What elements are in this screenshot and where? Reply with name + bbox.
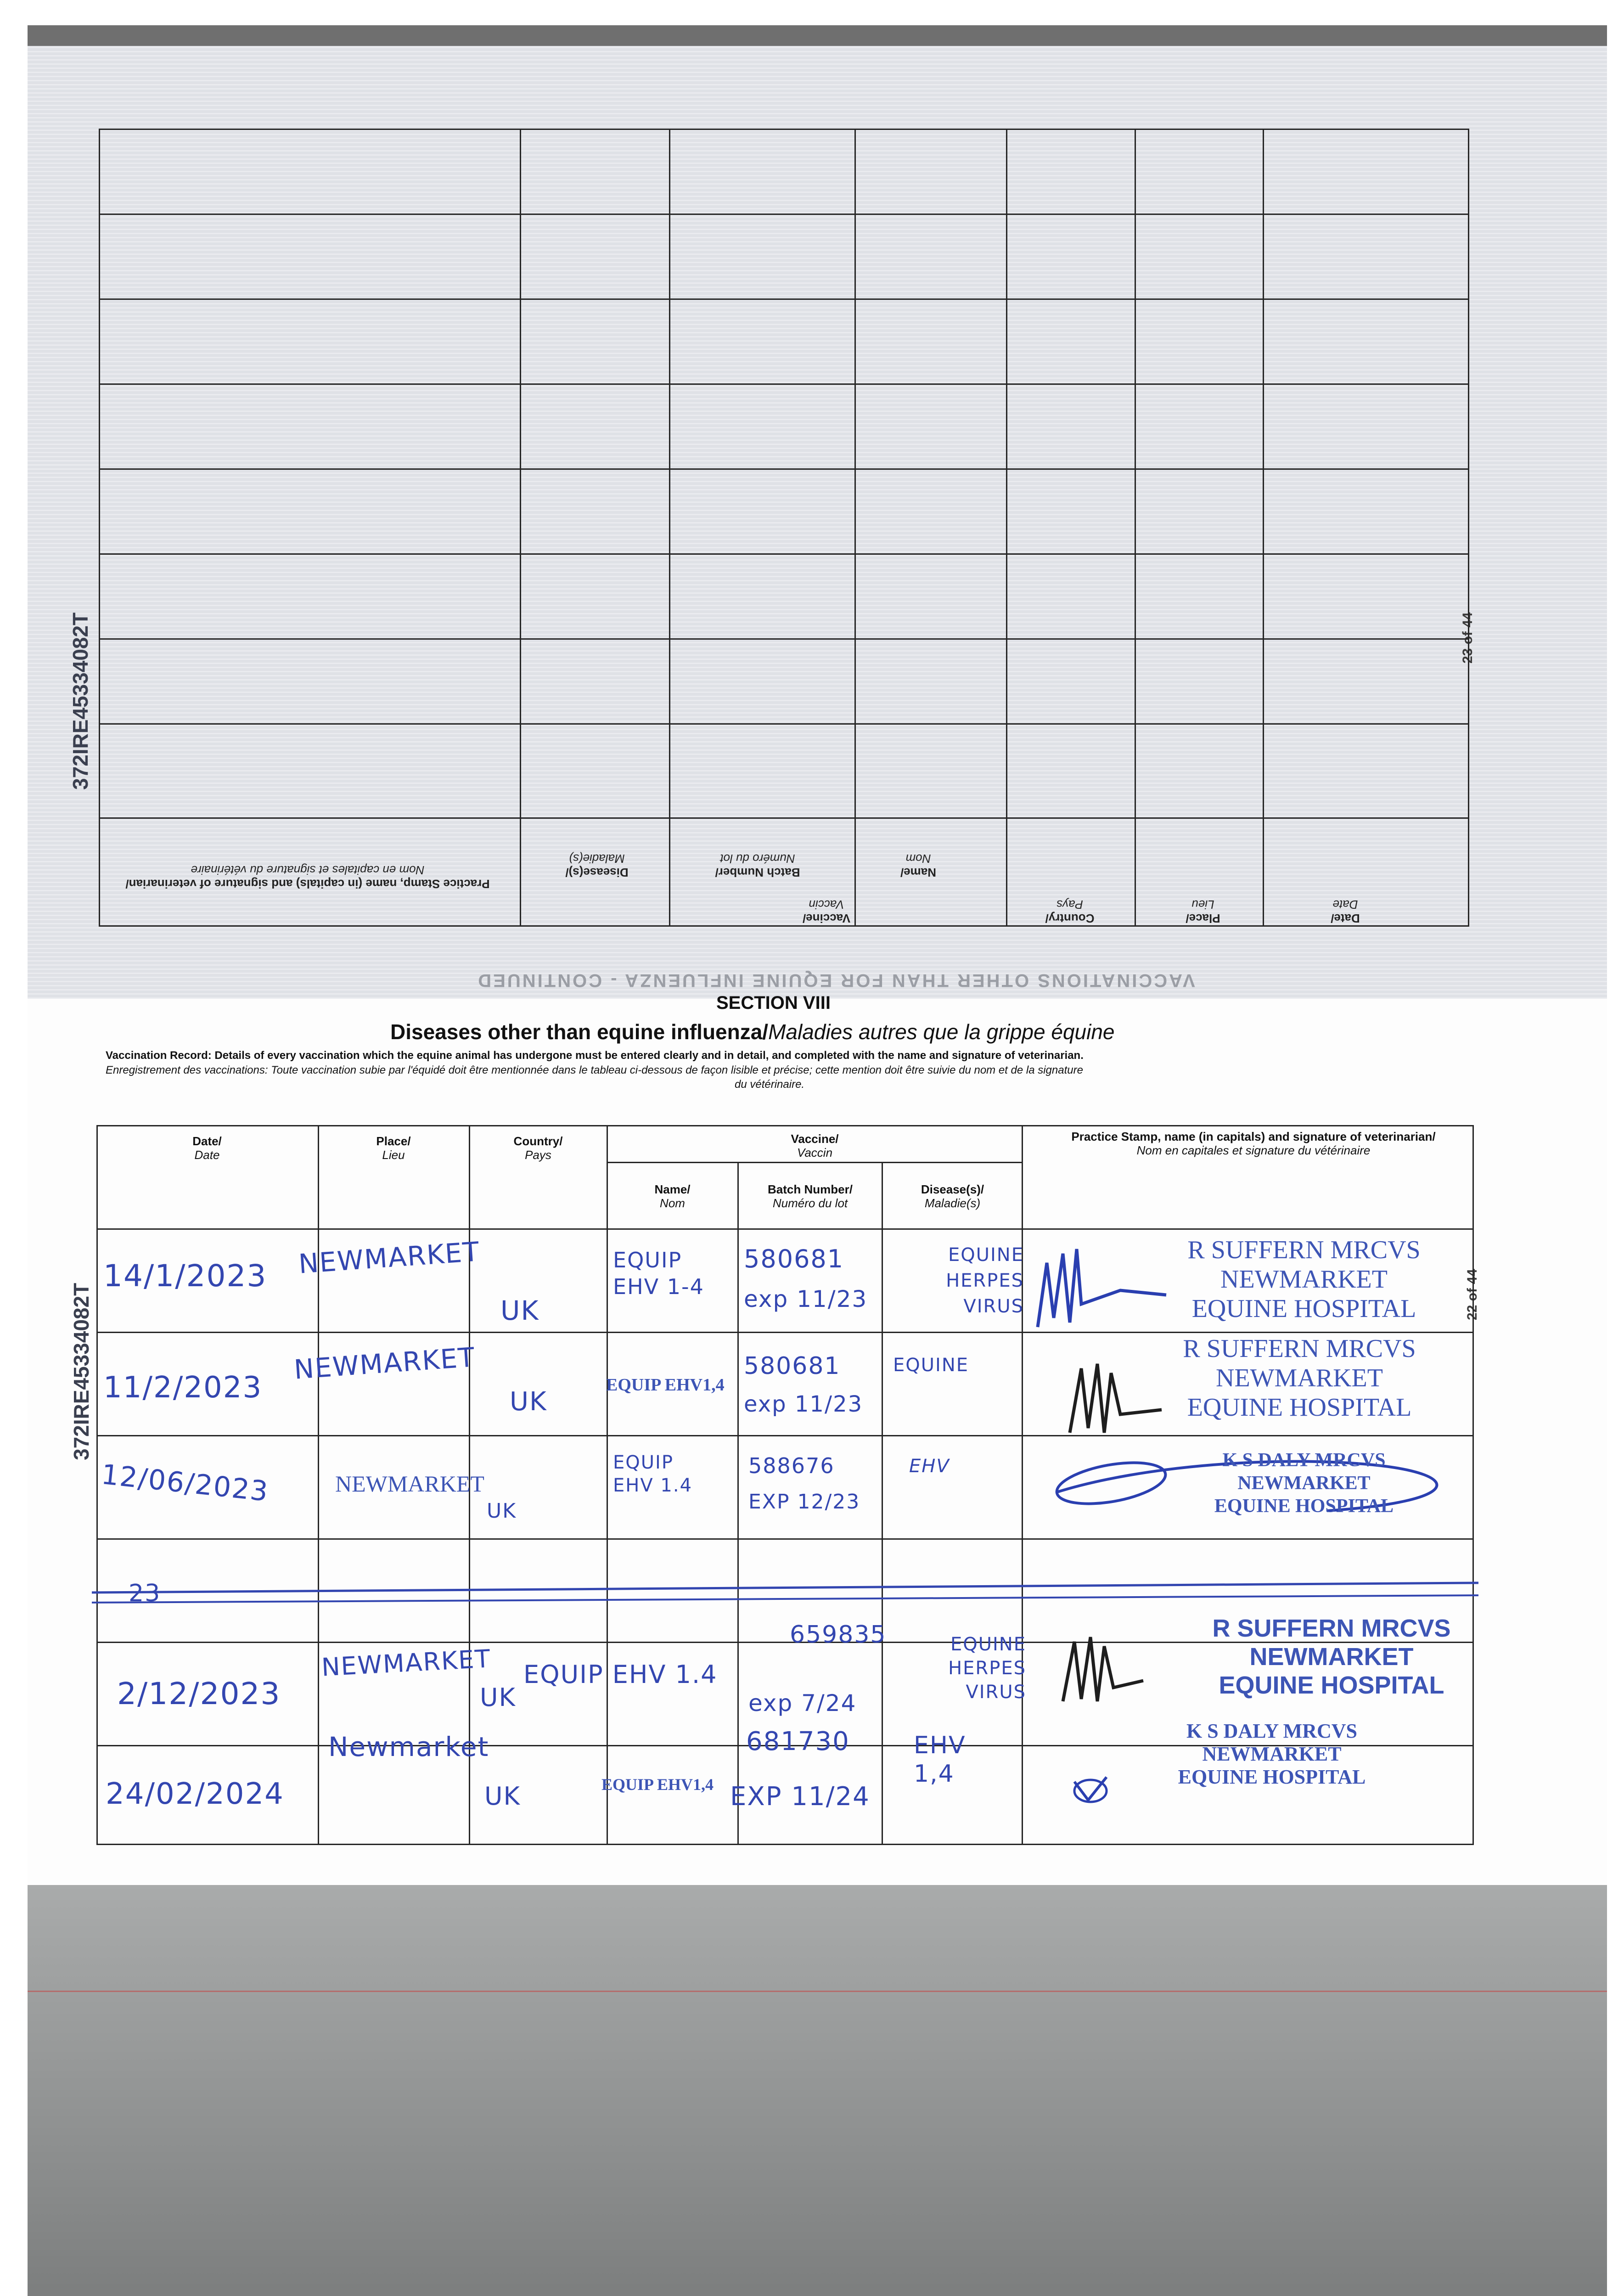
row6-batch: 681730 (746, 1727, 850, 1756)
row1-date: 14/1/2023 (103, 1258, 267, 1294)
row2-stamp (1134, 1334, 1465, 1422)
row2-disease: EQUINE (893, 1355, 969, 1376)
page-label-upper: 23 of 44 (1460, 612, 1475, 664)
row1-stamp-line3: EQUINE HOSPITAL (1191, 1294, 1416, 1323)
scan-bottom-edge (28, 1885, 1607, 2296)
row1-vaccine: EQUIP EHV 1-4 (613, 1248, 704, 1299)
row5-date: 2/12/2023 (117, 1676, 281, 1711)
row6-country: UK (484, 1782, 521, 1811)
row6-signature (1070, 1773, 1111, 1805)
row1-country: UK (500, 1295, 539, 1326)
row3-stamp-line3: EQUINE HOSPITAL (1214, 1496, 1394, 1517)
row5-stamp (1180, 1614, 1483, 1699)
upper-header-vaccine: Vaccine/ Vaccin (802, 898, 851, 925)
row3-expiry: EXP 12/23 (748, 1490, 860, 1514)
row3-country: UK (487, 1499, 517, 1523)
header-stamp: Practice Stamp, name (in capitals) and signature of veterinarian/ Nom en capitales et signature du vétérinaire (1071, 1130, 1436, 1157)
upper-header-batch: Batch Number/ Numéro du lot (715, 852, 800, 879)
row6-expiry: EXP 11/24 (730, 1782, 870, 1812)
row2-expiry: exp 11/23 (744, 1391, 863, 1417)
upper-header-disease: Disease(s)/ Maladie(s) (565, 852, 629, 879)
header-vaccine: Vaccine/ Vaccin (791, 1132, 839, 1159)
upper-header-country: Country/ Pays (1045, 898, 1095, 925)
row2-batch: 580681 (744, 1352, 841, 1380)
row3-disease: EHV (909, 1456, 950, 1477)
row1-disease: EQUINE HERPES VIRUS (946, 1244, 1024, 1317)
row3-stamp (1175, 1449, 1433, 1518)
row2-date: 11/2/2023 (103, 1371, 263, 1405)
row5-country: UK (480, 1683, 516, 1712)
row3-stamp-line1: K S DALY MRCVS (1222, 1450, 1386, 1471)
upper-vaccination-table (99, 129, 1469, 927)
row1-batch: 580681 (744, 1244, 844, 1273)
header-date: Date/ Date (192, 1134, 222, 1162)
row2-stamp-line3: EQUINE HOSPITAL (1187, 1393, 1412, 1422)
page-label-lower: 22 of 44 (1465, 1269, 1480, 1320)
scan-top-edge (28, 25, 1607, 46)
scan-edge-line (28, 1991, 1607, 1992)
upper-header-place: Place/ Lieu (1186, 898, 1220, 925)
header-disease: Disease(s)/ Maladie(s) (921, 1182, 984, 1210)
row5-stamp-line2: NEWMARKET (1249, 1643, 1414, 1671)
row5-signature (1056, 1623, 1148, 1706)
row1-expiry: exp 11/23 (744, 1286, 868, 1312)
section-title: SECTION VIII (716, 993, 831, 1013)
vaccination-record-instructions-fr-end: du vétérinaire. (735, 1078, 805, 1091)
row6-place: Newmarket (328, 1731, 489, 1762)
upper-header-name: Name/ Nom (900, 852, 937, 879)
row6-disease: EHV 1,4 (914, 1732, 966, 1788)
row6-vaccine: EQUIP EHV1,4 (601, 1775, 714, 1794)
row5-batch: 659835 (790, 1621, 887, 1649)
row5-stamp-line3: EQUINE HOSPITAL (1219, 1671, 1444, 1699)
header-name: Name/ Nom (654, 1182, 691, 1210)
row2-country: UK (510, 1387, 547, 1417)
upper-header-date: Date/ Date (1331, 898, 1360, 925)
row5-place: NEWMARKET (320, 1644, 492, 1682)
row3-place: NEWMARKET (335, 1471, 484, 1497)
row5-stamp-line1: R SUFFERN MRCVS (1212, 1615, 1451, 1642)
row1-stamp (1139, 1235, 1469, 1323)
row3-stamp-line2: NEWMARKET (1237, 1473, 1371, 1494)
upper-header-stamp: Practice Stamp, name (in capitals) and signature of veterinarian/ Nom en capitales et signature du vétérinaire (125, 863, 490, 891)
row6-date: 24/02/2024 (106, 1777, 284, 1811)
row3-date: 12/06/2023 (100, 1458, 270, 1508)
row3-vaccine: EQUIP EHV 1.4 (613, 1452, 693, 1496)
row4-struck-text: 23 (129, 1580, 161, 1607)
vaccination-record-instructions-fr: Enregistrement des vaccinations: Toute vaccination subie par l'équidé doit être mentionnée dans le tableau ci-dessous de façon lisible et précise; cette mention doit être suivie du nom et de la signature (106, 1064, 1083, 1076)
row2-place: NEWMARKET (293, 1341, 477, 1385)
header-batch: Batch Number/ Numéro du lot (768, 1182, 853, 1210)
row5-vaccine: EQUIP EHV 1.4 (523, 1660, 718, 1689)
row5-disease: EQUINE HERPES VIRUS (948, 1634, 1026, 1703)
header-place: Place/ Lieu (376, 1134, 411, 1162)
row6-stamp-line2: NEWMARKET (1202, 1743, 1342, 1765)
section-subtitle: Diseases other than equine influenza/Maladies autres que la grippe équine (390, 1020, 1115, 1044)
document-id-lower: 372IRE45334082T (69, 1283, 93, 1460)
vaccination-record-instructions: Vaccination Record: Details of every vaccination which the equine animal has undergone must be entered clearly and in detail, and completed with the name and signature of veterinarian. (106, 1049, 1084, 1062)
row1-place: NEWMARKET (298, 1236, 481, 1280)
row1-stamp-line1: R SUFFERN MRCVS (1187, 1236, 1421, 1264)
row2-stamp-line2: NEWMARKET (1216, 1364, 1383, 1392)
row2-vaccine: EQUIP EHV1,4 (606, 1375, 725, 1395)
row1-stamp-line2: NEWMARKET (1220, 1265, 1388, 1294)
header-country: Country/ Pays (513, 1134, 563, 1162)
document-id-upper: 372IRE45334082T (68, 612, 92, 790)
row2-stamp-line1: R SUFFERN MRCVS (1183, 1334, 1416, 1363)
row3-batch: 588676 (748, 1453, 835, 1478)
row6-stamp-line3: EQUINE HOSPITAL (1178, 1766, 1366, 1788)
row5-expiry: exp 7/24 (748, 1690, 857, 1716)
row6-stamp-line1: K S DALY MRCVS (1186, 1720, 1358, 1742)
row6-stamp (1111, 1720, 1433, 1789)
upper-title-mirrored: VACCINATIONS OTHER THAN FOR EQUINE INFLUENZA - CONTINUED (476, 970, 1195, 990)
